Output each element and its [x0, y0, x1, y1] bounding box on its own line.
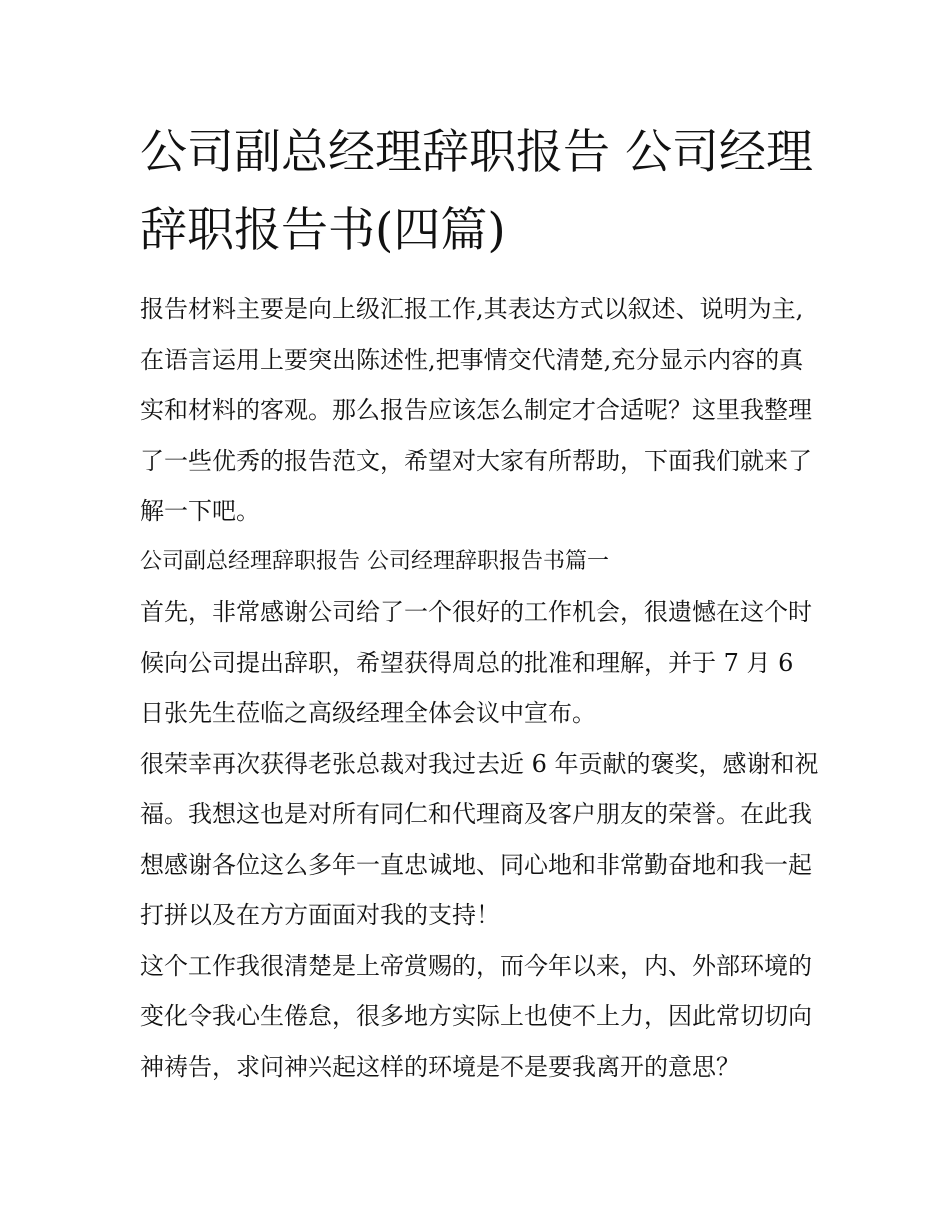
document-body [140, 114, 820, 1092]
section-heading: 公司副总经理辞职报告 公司经理辞职报告书篇一 [140, 548, 609, 574]
body-paragraph-1: 首先，非常感谢公司给了一个很好的工作机会，很遗憾在这个时候向公司提出辞职，希望获得周总的批准和理解，并于 7 月 6 日张先生莅临之高级经理全体会议中宣布。 [140, 598, 812, 727]
body-paragraph-2: 很荣幸再次获得老张总裁对我过去近 6 年贡献的褒奖，感谢和祝福。我想这也是对所有同仁和代理商及客户朋友的荣誉。在此我想感谢各位这么多年一直忠诚地、同心地和非常勤奋地和我一起打拼以及在方方面面对我的支持！ [140, 749, 819, 929]
document-title: 公司副总经理辞职报告 公司经理辞职报告书(四篇) [140, 125, 813, 258]
intro-paragraph: 报告材料主要是向上级汇报工作,其表达方式以叙述、说明为主,在语言运用上要突出陈述性,把事情交代清楚,充分显示内容的真实和材料的客观。那么报告应该怎么制定才合适呢？这里我整理了一些优秀的报告范文，希望对大家有所帮助，下面我们就来了解一下吧。 [140, 295, 812, 525]
body-paragraph-3: 这个工作我很清楚是上帝赏赐的，而今年以来，内、外部环境的变化令我心生倦怠，很多地方实际上也使不上力，因此常切切向神祷告，求问神兴起这样的环境是不是要我离开的意思？ [140, 951, 812, 1081]
